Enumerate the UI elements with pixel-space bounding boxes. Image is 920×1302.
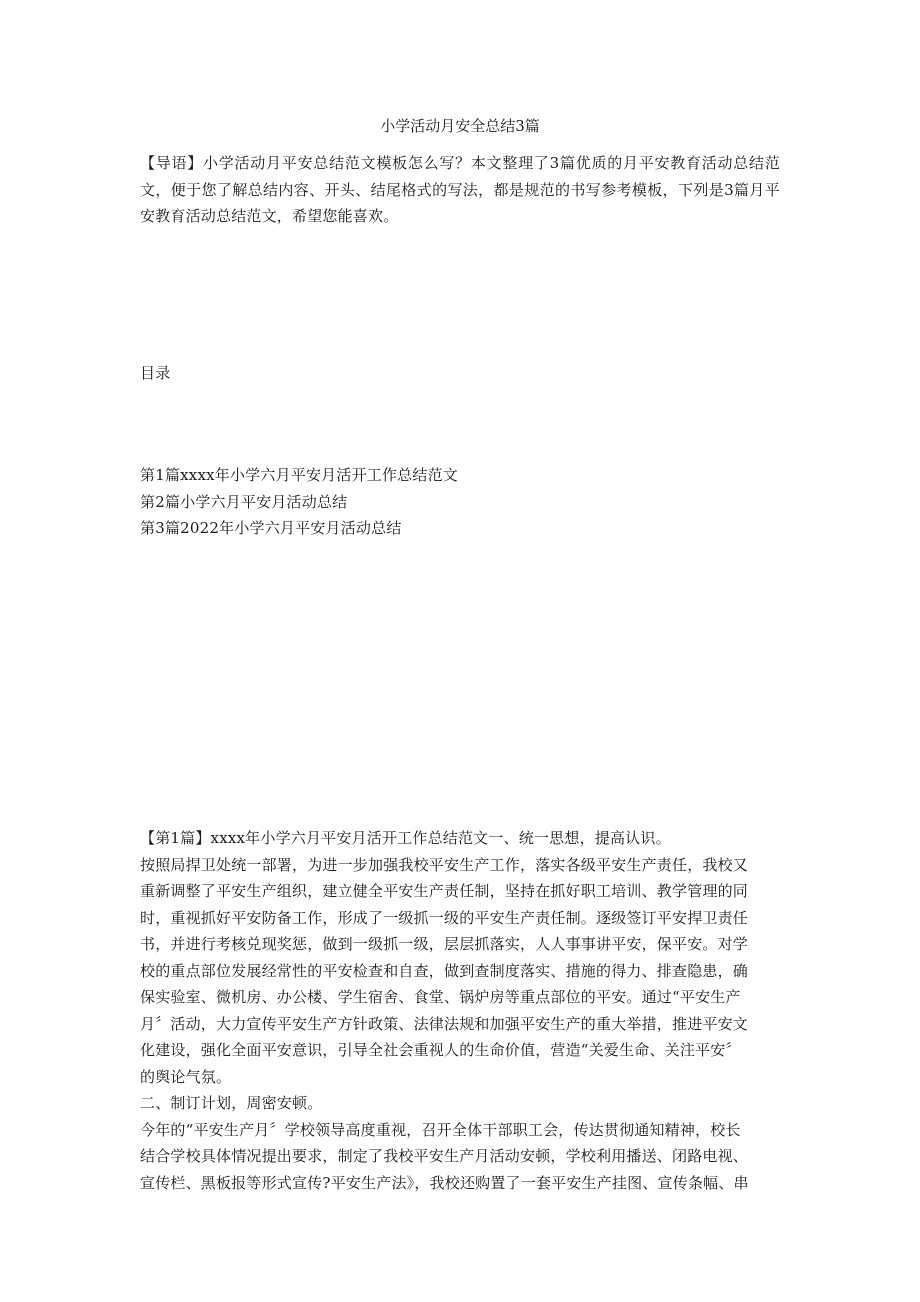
article-body xyxy=(140,825,780,1196)
body-line: 校的重点部位发展经常性的平安检查和自查，做到查制度落实、措施的得力、排查隐患，确 xyxy=(140,961,749,980)
body-line: 书，并进行考核兑现奖惩，做到一级抓一级，层层抓落实，人人事事讲平安，保平安。对学 xyxy=(140,935,749,953)
body-line: 化建设，强化全面平安意识，引导全社会重视人的生命价值，营造“关爱生命、关注平安〞 xyxy=(140,1041,741,1059)
body-line: 【第1篇】xxxx年小学六月平安月活开工作总结范文一、统一思想，提高认识。 xyxy=(140,829,671,847)
toc-item[interactable]: 第3篇2022年小学六月平安月活动总结 xyxy=(140,519,402,537)
intro-paragraph: 【导语】小学活动月平安总结范文模板怎么写？本文整理了3篇优质的月平安教育活动总结范文，便于您了解总结内容、开头、结尾格式的写法，都是规范的书写参考模板，下列是3篇月平安教育活动总结范文，希望您能喜欢。 xyxy=(140,154,780,225)
toc-heading: 目录 xyxy=(140,364,171,382)
toc-item[interactable]: 第2篇小学六月平安月活动总结 xyxy=(140,492,348,511)
table-of-contents xyxy=(140,462,780,542)
body-line: 重新调整了平安生产组织，建立健全平安生产责任制，坚持在抓好职工培训、教学管理的同 xyxy=(140,882,749,900)
body-line: 结合学校具体情况提出要求，制定了我校平安生产月活动安顿，学校利用播送、闭路电视、 xyxy=(140,1147,749,1165)
toc-item[interactable]: 第1篇xxxx年小学六月平安月活开工作总结范文 xyxy=(140,466,458,484)
body-line: 宣传栏、黑板报等形式宣传?平安生产法》，我校还购置了一套平安生产挂图、宣传条幅、串 xyxy=(140,1173,749,1192)
body-line: 的舆论气氛。 xyxy=(140,1067,232,1086)
body-line: 今年的“平安生产月〞学校领导高度重视，召开全体干部职工会，传达贯彻通知精神，校长 xyxy=(140,1120,741,1139)
body-line: 按照局捍卫处统一部署，为进一步加强我校平安生产工作，落实各级平安生产责任，我校又 xyxy=(140,855,749,874)
body-line: 月〞活动，大力宣传平安生产方针政策、法律法规和加强平安生产的重大举措，推进平安文 xyxy=(140,1014,749,1033)
body-line: 保实验室、微机房、办公楼、学生宿舍、食堂、锅炉房等重点部位的平安。通过“平安生产 xyxy=(140,988,741,1006)
document-title: 小学活动月安全总结3篇 xyxy=(380,117,540,135)
body-line: 时，重视抓好平安防备工作，形成了一级抓一级的平安生产责任制。逐级签订平安捍卫责任 xyxy=(140,908,749,927)
body-line: 二、制订计划，周密安顿。 xyxy=(140,1094,323,1112)
